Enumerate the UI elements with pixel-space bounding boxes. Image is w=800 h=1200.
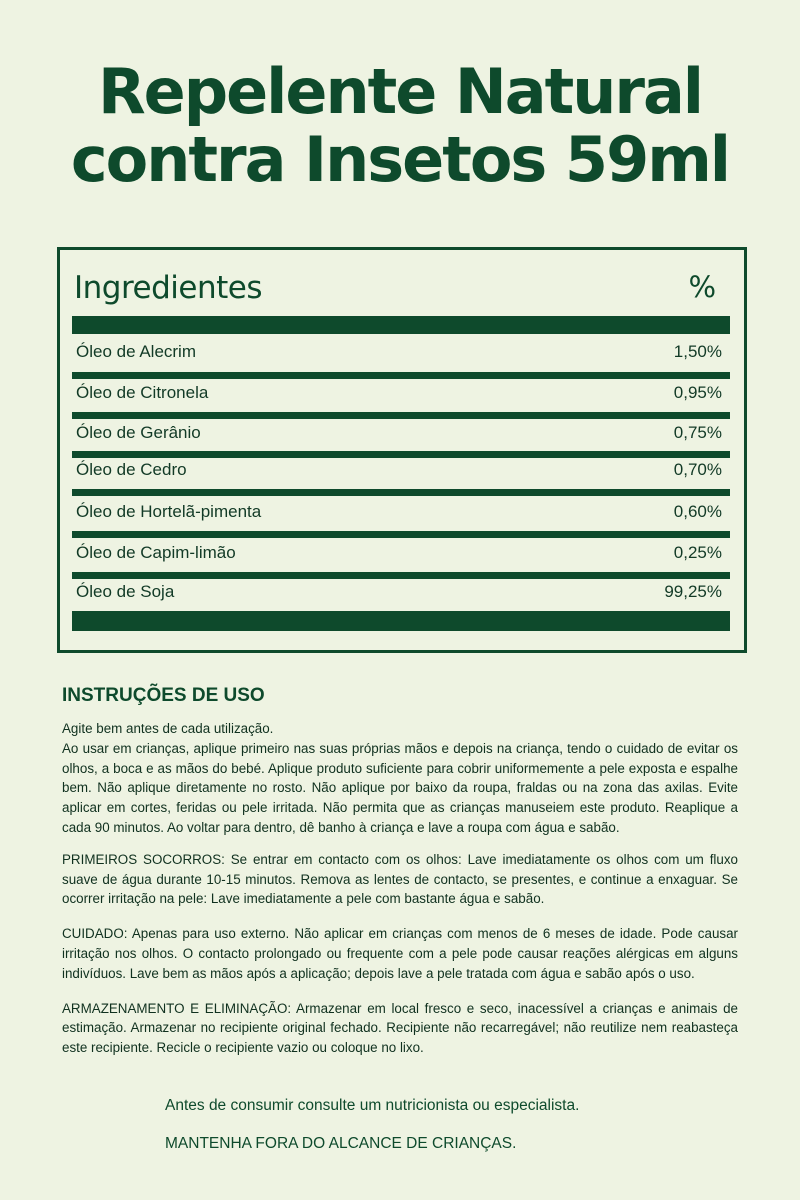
table-row <box>72 539 730 571</box>
consult-notice: Antes de consumir consulte um nutricionista ou especialista. <box>165 1097 580 1114</box>
instructions-title: INSTRUÇÕES DE USO <box>62 685 265 706</box>
instructions-section <box>62 685 738 1058</box>
table-row <box>72 419 730 451</box>
table-divider <box>72 531 730 538</box>
ingredient-percent: 0,95% <box>673 383 722 402</box>
ingredient-name: Óleo de Citronela <box>76 383 209 402</box>
ingredient-name: Óleo de Hortelã-pimenta <box>76 502 262 521</box>
table-divider-thick <box>72 611 730 631</box>
keep-away-notice: MANTENHA FORA DO ALCANCE DE CRIANÇAS. <box>165 1135 517 1152</box>
title-line-1: Repelente Natural <box>97 55 703 128</box>
ingredient-percent: 99,25% <box>664 582 722 601</box>
header-ingredients: Ingredientes <box>74 270 262 306</box>
ingredient-name: Óleo de Cedro <box>76 460 187 479</box>
header-percent: % <box>688 270 716 304</box>
ingredient-percent: 0,25% <box>673 543 722 562</box>
ingredient-percent: 0,60% <box>673 502 722 521</box>
ingredient-name: Óleo de Gerânio <box>76 423 201 442</box>
ingredient-percent: 1,50% <box>673 342 722 361</box>
table-row <box>72 338 730 370</box>
table-row <box>72 578 730 610</box>
table-divider <box>72 412 730 419</box>
ingredient-percent: 0,70% <box>673 460 722 479</box>
usage-body: Ao usar em crianças, aplique primeiro nas suas próprias mãos e depois na criança, tendo o cuidado de evitar os olhos, a boca e as mãos do bebé. Aplique produto suficiente para cobrir uniformemente a pele exposta e espalhe bem. Não aplique diretamente no rosto. Não aplique por baixo da roupa, fraldas ou na zona das axilas. Evite aplicar em cortes, feridas ou pele irritada. Não permita que as crianças manuseiem este produto. Reaplique a cada 90 minutos. Ao voltar para dentro, dê banho à criança e lave a roupa com água e sabão. <box>62 740 738 835</box>
ingredient-percent: 0,75% <box>673 423 722 442</box>
usage-paragraph <box>62 719 738 838</box>
table-row <box>72 379 730 411</box>
table-divider-thick <box>72 316 730 334</box>
title-line-2: contra Insetos 59ml <box>70 123 730 196</box>
ingredient-name: Óleo de Soja <box>76 582 175 601</box>
table-row <box>72 498 730 530</box>
storage-paragraph: ARMAZENAMENTO E ELIMINAÇÃO: Armazenar em local fresco e seco, inacessível a crianças e animais de estimação. Armazenar no recipiente original fechado. Recipiente não recarregável; não reutilize nem reabasteça este recipiente. Recicle o recipiente vazio ou coloque no lixo. <box>62 1000 738 1056</box>
caution-paragraph: CUIDADO: Apenas para uso externo. Não aplicar em crianças com menos de 6 meses de idade. Pode causar irritação nos olhos. O contacto prolongado ou frequente com a pele pode causar reações alérgicas em alguns indivíduos. Lave bem as mãos após a aplicação; depois lave a pele tratada com água e sabão após o uso. <box>62 926 738 981</box>
ingredient-name: Óleo de Capim-limão <box>76 543 236 562</box>
table-divider <box>72 372 730 379</box>
first-aid-paragraph: PRIMEIROS SOCORROS: Se entrar em contacto com os olhos: Lave imediatamente os olhos com um fluxo suave de água durante 10-15 minutos. Remova as lentes de contacto, se presentes, e continue a enxaguar. Se ocorrer irritação na pele: Lave imediatamente a pele com bastante água e sabão. <box>62 851 738 907</box>
table-row <box>72 456 730 488</box>
usage-first-line: Agite bem antes de cada utilização. <box>62 721 274 736</box>
table-header <box>74 270 730 314</box>
ingredients-table <box>57 247 747 653</box>
table-divider <box>72 489 730 496</box>
ingredient-name: Óleo de Alecrim <box>76 342 196 361</box>
page-title <box>0 55 800 196</box>
